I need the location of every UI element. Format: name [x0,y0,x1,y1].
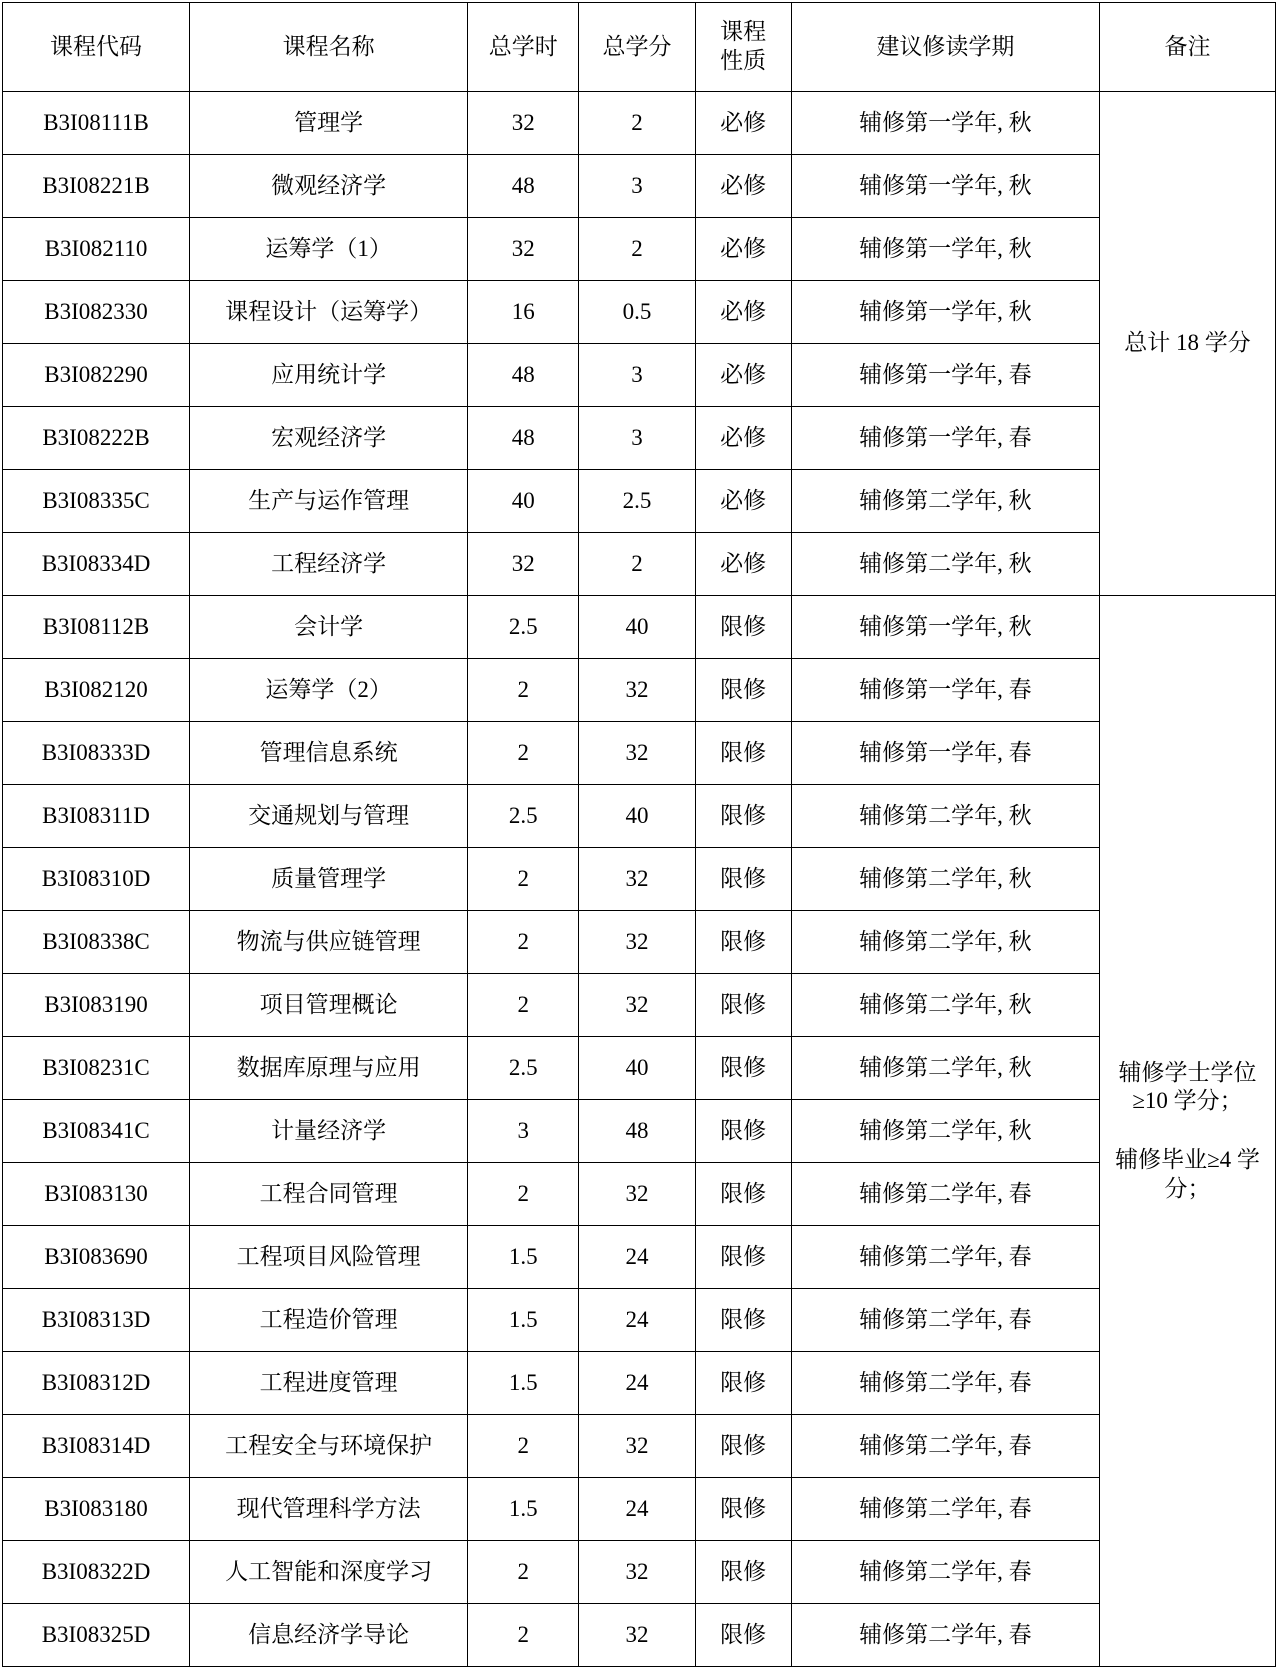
course-name-cell: 微观经济学 [190,155,468,218]
total-hours-cell: 2.5 [468,596,579,659]
course-code-cell: B3I08313D [3,1289,190,1352]
total-hours-cell: 48 [468,407,579,470]
header-row [3,3,1276,92]
table-header [3,3,1276,92]
suggested-term-cell: 辅修第二学年, 春 [791,1289,1099,1352]
suggested-term-cell: 辅修第二学年, 秋 [791,533,1099,596]
suggested-term-cell: 辅修第一学年, 秋 [791,596,1099,659]
total-hours-cell: 2 [468,1604,579,1667]
total-credits-cell: 32 [579,659,695,722]
total-hours-cell: 2 [468,1415,579,1478]
course-name-cell: 课程设计（运筹学） [190,281,468,344]
total-credits-cell: 2.5 [579,470,695,533]
total-credits-cell: 32 [579,911,695,974]
course-name-cell: 运筹学（2） [190,659,468,722]
header-suggested-term: 建议修读学期 [791,3,1099,92]
course-name-cell: 应用统计学 [190,344,468,407]
course-type-cell: 限修 [695,1478,791,1541]
total-credits-cell: 2 [579,92,695,155]
course-type-cell: 限修 [695,785,791,848]
course-code-cell: B3I08322D [3,1541,190,1604]
course-type-cell: 必修 [695,470,791,533]
course-code-cell: B3I08334D [3,533,190,596]
course-type-cell: 限修 [695,1226,791,1289]
total-hours-cell: 3 [468,1100,579,1163]
suggested-term-cell: 辅修第一学年, 春 [791,344,1099,407]
total-credits-cell: 48 [579,1100,695,1163]
total-hours-cell: 2 [468,1541,579,1604]
table-row [3,1100,1276,1163]
table-row [3,1037,1276,1100]
table-row [3,596,1276,659]
course-code-cell: B3I08311D [3,785,190,848]
course-code-cell: B3I08221B [3,155,190,218]
total-hours-cell: 1.5 [468,1289,579,1352]
course-name-cell: 物流与供应链管理 [190,911,468,974]
table-row [3,533,1276,596]
table-row [3,1415,1276,1478]
course-name-cell: 数据库原理与应用 [190,1037,468,1100]
suggested-term-cell: 辅修第二学年, 秋 [791,1100,1099,1163]
header-course-name: 课程名称 [190,3,468,92]
suggested-term-cell: 辅修第二学年, 春 [791,1604,1099,1667]
course-type-cell: 限修 [695,1163,791,1226]
header-course-type-line1: 课程 [720,19,767,45]
course-code-cell: B3I08312D [3,1352,190,1415]
suggested-term-cell: 辅修第二学年, 春 [791,1541,1099,1604]
course-code-cell: B3I083180 [3,1478,190,1541]
course-type-cell: 限修 [695,848,791,911]
suggested-term-cell: 辅修第二学年, 春 [791,1415,1099,1478]
total-credits-cell: 3 [579,155,695,218]
table-row [3,92,1276,155]
total-hours-cell: 2 [468,659,579,722]
suggested-term-cell: 辅修第二学年, 秋 [791,974,1099,1037]
course-name-cell: 现代管理科学方法 [190,1478,468,1541]
course-code-cell: B3I08335C [3,470,190,533]
total-hours-cell: 2 [468,1163,579,1226]
total-credits-cell: 32 [579,722,695,785]
total-credits-cell: 32 [579,1163,695,1226]
course-code-cell: B3I08325D [3,1604,190,1667]
table-row [3,407,1276,470]
table-row [3,911,1276,974]
total-hours-cell: 2 [468,911,579,974]
suggested-term-cell: 辅修第二学年, 秋 [791,911,1099,974]
suggested-term-cell: 辅修第二学年, 秋 [791,470,1099,533]
total-credits-cell: 24 [579,1289,695,1352]
suggested-term-cell: 辅修第一学年, 春 [791,722,1099,785]
course-type-cell: 必修 [695,407,791,470]
total-hours-cell: 32 [468,218,579,281]
suggested-term-cell: 辅修第二学年, 春 [791,1163,1099,1226]
header-total-hours: 总学时 [468,3,579,92]
course-code-cell: B3I083190 [3,974,190,1037]
course-code-cell: B3I082120 [3,659,190,722]
suggested-term-cell: 辅修第一学年, 秋 [791,92,1099,155]
total-hours-cell: 1.5 [468,1352,579,1415]
total-credits-cell: 32 [579,848,695,911]
course-type-cell: 限修 [695,1037,791,1100]
remarks-minor-degree-line: 辅修学士学位≥10 学分； [1118,1059,1257,1114]
suggested-term-cell: 辅修第二学年, 秋 [791,1037,1099,1100]
total-hours-cell: 2 [468,848,579,911]
remarks-spacer [1104,1116,1271,1146]
header-remarks: 备注 [1100,3,1276,92]
course-type-cell: 必修 [695,92,791,155]
total-credits-cell: 2 [579,218,695,281]
course-type-cell: 限修 [695,974,791,1037]
course-type-cell: 限修 [695,1415,791,1478]
table-row [3,722,1276,785]
total-hours-cell: 48 [468,344,579,407]
course-name-cell: 宏观经济学 [190,407,468,470]
total-credits-cell: 40 [579,1037,695,1100]
header-course-type-line2: 性质 [720,48,767,73]
course-name-cell: 运筹学（1） [190,218,468,281]
course-type-cell: 限修 [695,1100,791,1163]
total-hours-cell: 16 [468,281,579,344]
course-code-cell: B3I08111B [3,92,190,155]
course-name-cell: 工程合同管理 [190,1163,468,1226]
table-row [3,1226,1276,1289]
table-row [3,218,1276,281]
table-row [3,281,1276,344]
table-row [3,785,1276,848]
course-name-cell: 人工智能和深度学习 [190,1541,468,1604]
course-code-cell: B3I082110 [3,218,190,281]
suggested-term-cell: 辅修第二学年, 春 [791,1352,1099,1415]
suggested-term-cell: 辅修第二学年, 秋 [791,785,1099,848]
course-type-cell: 限修 [695,596,791,659]
suggested-term-cell: 辅修第一学年, 秋 [791,155,1099,218]
total-hours-cell: 1.5 [468,1226,579,1289]
remarks-cell-elective [1100,596,1276,1667]
table-row [3,1289,1276,1352]
total-hours-cell: 48 [468,155,579,218]
course-code-cell: B3I08333D [3,722,190,785]
course-name-cell: 交通规划与管理 [190,785,468,848]
table-row [3,1352,1276,1415]
course-code-cell: B3I08310D [3,848,190,911]
course-name-cell: 管理学 [190,92,468,155]
total-credits-cell: 3 [579,344,695,407]
table-row [3,1604,1276,1667]
table-row [3,344,1276,407]
table-row [3,155,1276,218]
table-row [3,1541,1276,1604]
suggested-term-cell: 辅修第一学年, 秋 [791,218,1099,281]
total-hours-cell: 2 [468,974,579,1037]
remarks-minor-graduation-line: 辅修毕业≥4 学分； [1115,1147,1260,1201]
total-hours-cell: 2.5 [468,1037,579,1100]
course-code-cell: B3I08341C [3,1100,190,1163]
total-hours-cell: 1.5 [468,1478,579,1541]
table-row [3,1478,1276,1541]
table-row [3,470,1276,533]
total-credits-cell: 32 [579,974,695,1037]
course-name-cell: 生产与运作管理 [190,470,468,533]
course-type-cell: 必修 [695,281,791,344]
remarks-cell-required: 总计 18 学分 [1100,92,1276,596]
course-name-cell: 信息经济学导论 [190,1604,468,1667]
course-name-cell: 管理信息系统 [190,722,468,785]
course-name-cell: 会计学 [190,596,468,659]
total-credits-cell: 32 [579,1604,695,1667]
course-code-cell: B3I083130 [3,1163,190,1226]
suggested-term-cell: 辅修第二学年, 秋 [791,848,1099,911]
header-course-type [695,3,791,92]
course-code-cell: B3I08338C [3,911,190,974]
course-name-cell: 工程安全与环境保护 [190,1415,468,1478]
table-row [3,659,1276,722]
course-code-cell: B3I08314D [3,1415,190,1478]
course-type-cell: 限修 [695,1289,791,1352]
suggested-term-cell: 辅修第二学年, 春 [791,1478,1099,1541]
table-row [3,1163,1276,1226]
course-name-cell: 质量管理学 [190,848,468,911]
course-plan-table [2,2,1276,1667]
total-credits-cell: 24 [579,1478,695,1541]
course-type-cell: 限修 [695,911,791,974]
header-total-credits: 总学分 [579,3,695,92]
course-name-cell: 项目管理概论 [190,974,468,1037]
course-code-cell: B3I08231C [3,1037,190,1100]
course-name-cell: 工程进度管理 [190,1352,468,1415]
total-hours-cell: 32 [468,533,579,596]
suggested-term-cell: 辅修第一学年, 秋 [791,281,1099,344]
total-credits-cell: 3 [579,407,695,470]
table-body [3,92,1276,1667]
total-hours-cell: 32 [468,92,579,155]
header-course-code: 课程代码 [3,3,190,92]
total-credits-cell: 24 [579,1352,695,1415]
course-code-cell: B3I08112B [3,596,190,659]
course-code-cell: B3I08222B [3,407,190,470]
table-row [3,974,1276,1037]
course-code-cell: B3I083690 [3,1226,190,1289]
course-type-cell: 必修 [695,218,791,281]
table-row [3,848,1276,911]
course-type-cell: 必修 [695,155,791,218]
suggested-term-cell: 辅修第一学年, 春 [791,659,1099,722]
course-type-cell: 限修 [695,1604,791,1667]
total-hours-cell: 2 [468,722,579,785]
course-type-cell: 必修 [695,533,791,596]
course-name-cell: 计量经济学 [190,1100,468,1163]
course-type-cell: 限修 [695,659,791,722]
total-credits-cell: 32 [579,1415,695,1478]
course-name-cell: 工程项目风险管理 [190,1226,468,1289]
total-hours-cell: 40 [468,470,579,533]
course-code-cell: B3I082330 [3,281,190,344]
total-credits-cell: 40 [579,596,695,659]
total-credits-cell: 32 [579,1541,695,1604]
course-name-cell: 工程经济学 [190,533,468,596]
course-type-cell: 限修 [695,1541,791,1604]
course-type-cell: 限修 [695,1352,791,1415]
total-hours-cell: 2.5 [468,785,579,848]
course-code-cell: B3I082290 [3,344,190,407]
course-name-cell: 工程造价管理 [190,1289,468,1352]
total-credits-cell: 0.5 [579,281,695,344]
total-credits-cell: 24 [579,1226,695,1289]
total-credits-cell: 40 [579,785,695,848]
total-credits-cell: 2 [579,533,695,596]
suggested-term-cell: 辅修第一学年, 春 [791,407,1099,470]
course-type-cell: 限修 [695,722,791,785]
course-type-cell: 必修 [695,344,791,407]
suggested-term-cell: 辅修第二学年, 春 [791,1226,1099,1289]
